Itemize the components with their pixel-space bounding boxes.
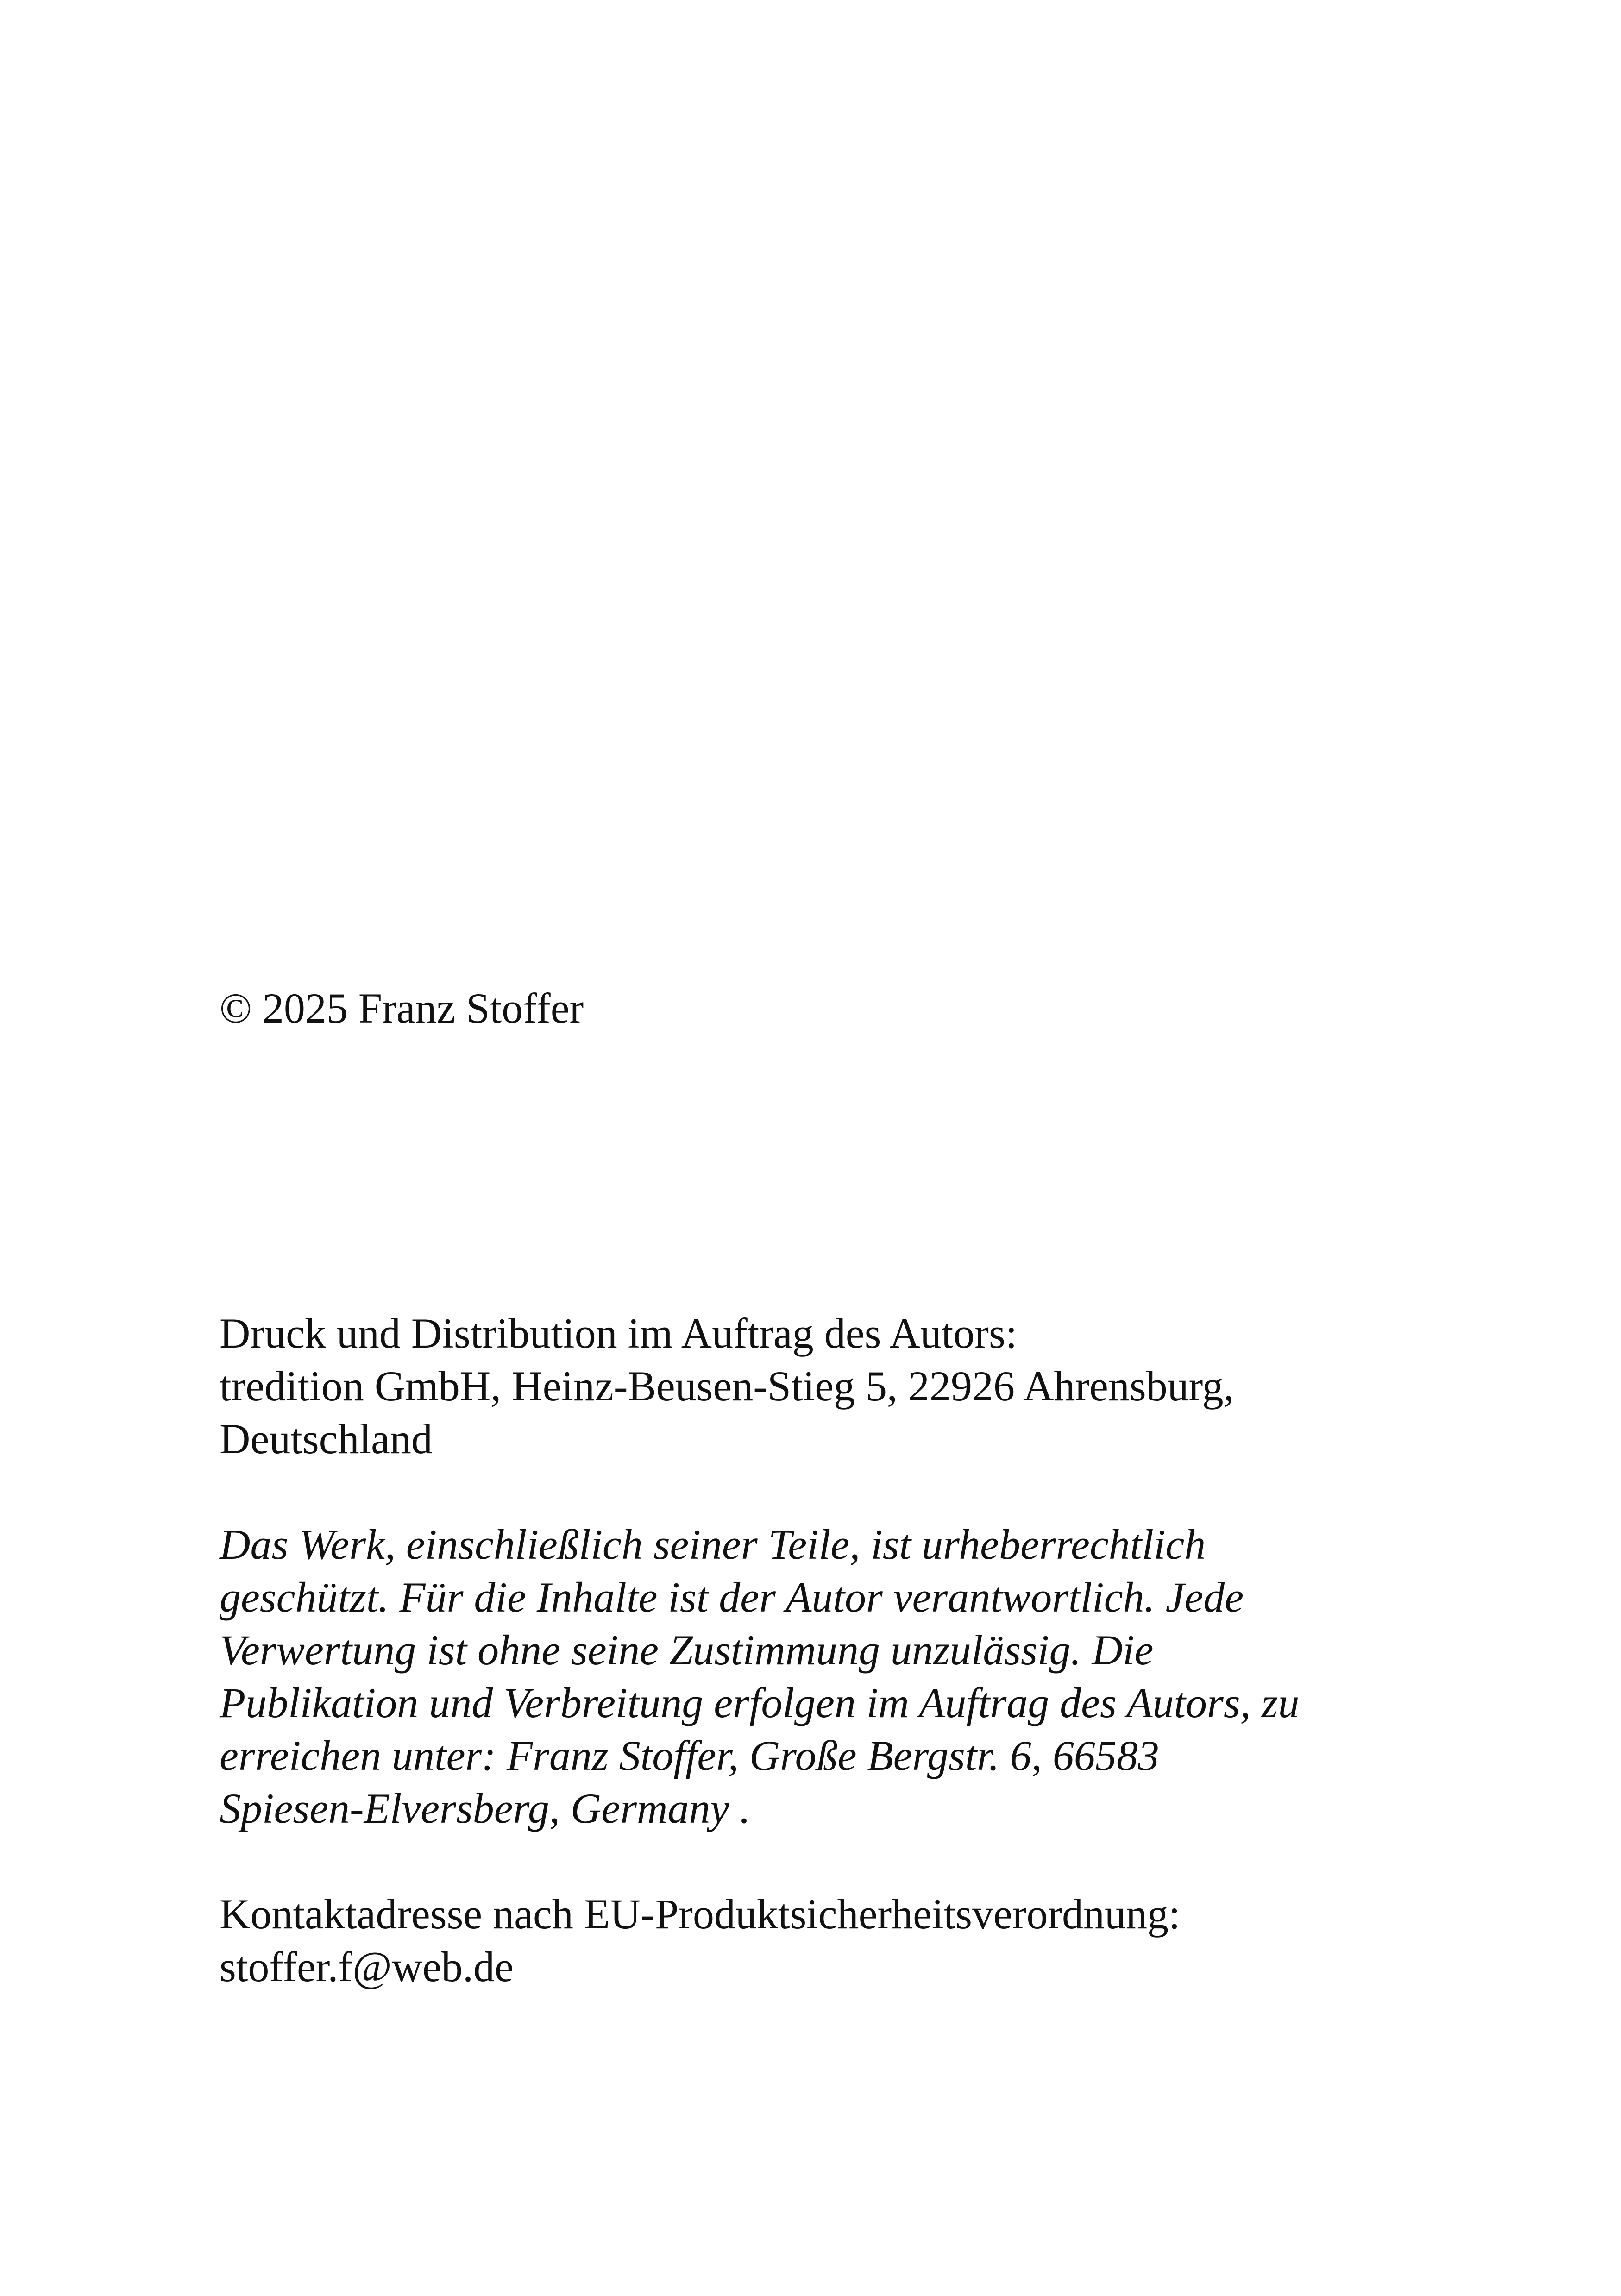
print-info-line: Druck und Distribution im Auftrag des Autors: <box>220 1310 1018 1357</box>
legal-notice-line: Verwertung ist ohne seine Zustimmung unzulässig. Die <box>220 1626 1154 1674</box>
legal-notice-line: Das Werk, einschließlich seiner Teile, ist urheberrechtlich <box>220 1521 1206 1568</box>
print-info-line: Deutschland <box>220 1415 433 1462</box>
legal-notice-line: Spiesen-Elversberg, Germany . <box>220 1785 751 1832</box>
contact-address <box>220 1888 1470 1993</box>
contact-email: stoffer.f@web.de <box>220 1943 514 1990</box>
legal-notice-line: geschützt. Für die Inhalte ist der Autor verantwortlich. Jede <box>220 1574 1244 1621</box>
print-info-line: tredition GmbH, Heinz-Beusen-Stieg 5, 22926 Ahrensburg, <box>220 1362 1234 1410</box>
legal-notice-line: Publikation und Verbreitung erfolgen im Auftrag des Autors, zu <box>220 1679 1300 1726</box>
contact-line: Kontaktadresse nach EU-Produktsicherheitsverordnung: <box>220 1890 1181 1938</box>
legal-notice-line: erreichen unter: Franz Stoffer, Große Bergstr. 6, 66583 <box>220 1732 1159 1779</box>
copyright-legal-notice <box>220 1518 1470 1835</box>
print-distribution-info <box>220 1307 1470 1465</box>
copyright-notice: © 2025 Franz Stoffer <box>220 985 584 1032</box>
